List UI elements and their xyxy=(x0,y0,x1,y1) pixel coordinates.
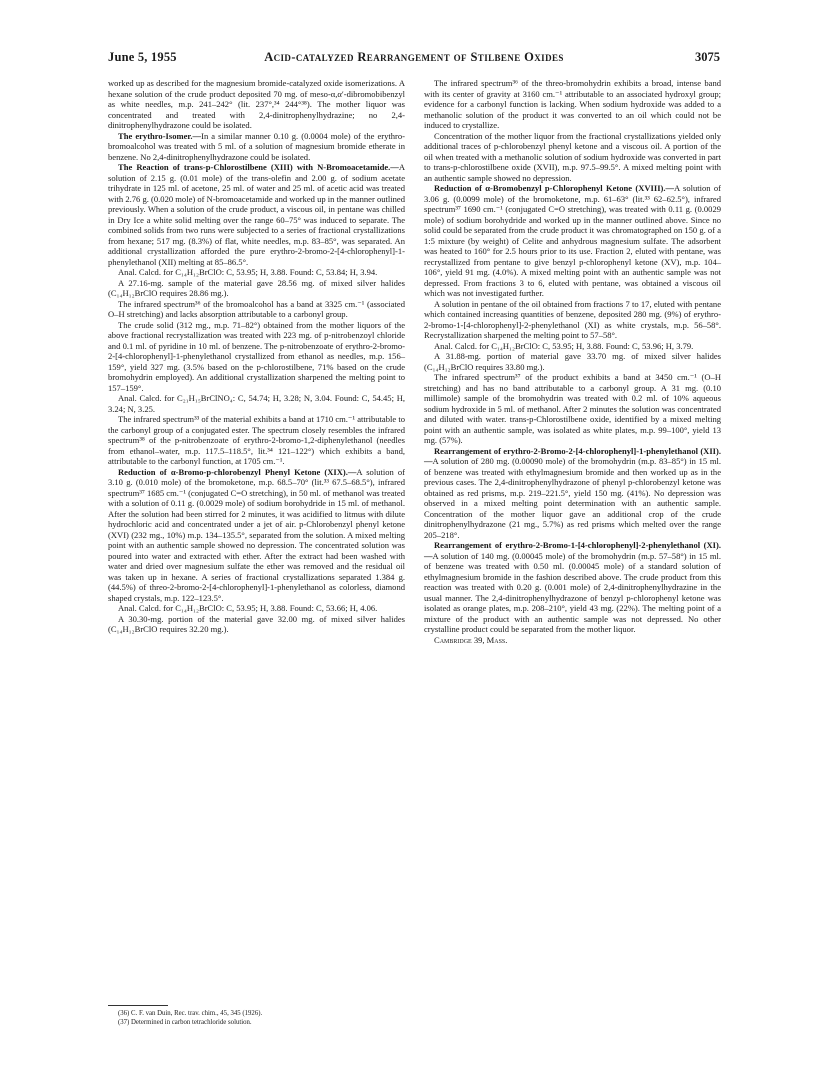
paragraph-text: A solution of 3.10 g. (0.010 mole) of the bromoketone, m.p. 68.5–70° (lit.³³ 67.5–68.5°), infrared spectrum³⁷ 1685 cm.⁻¹ (conjugated C=O stretching), in 50 ml. of methanol was treated with a solution of 0.11 g. (0.0029 mole) of sodium borohydride in 15 ml. of methanol. After the solution had been stirred for 2 minutes, it was acidified to litmus with dilute hydrochloric acid and concentrated under a jet of air. p-Chlorobenzyl phenyl ketone (XVI) (232 mg., 10%) m.p. 134–135.5°, separated from the solution. A mixed melting point with an authentic sample showed no depression. The concentrated solution was poured into water and extracted with ether. After the extract had been washed with water and dried over magnesium sulfate the ether was removed and the residual oil was taken up in hexane. A series of fractional crystallizations separated 1.384 g. (44.5%) of threo-2-bromo-2-[4-chlorophenyl]-1-phenylethanol as colorless, diamond shaped crystals, m.p. 122–123.5°. xyxy=(108,466,406,603)
paragraph-text: A solution of 140 mg. (0.00045 mole) of the bromohydrin (m.p. 57–58°) in 15 ml. of benzene was treated with 0.50 ml. (0.00045 mole) of a standard solution of ethylmagnesium bromide in the fashion described above. The crude product from this reaction was treated with 0.20 g. (0.001 mole) of 2,4-dinitrophenylhydrazine in the usual manner. The 2,4-dinitrophenylhydrazone of benzyl p-chlorophenyl ketone was isolated as orange plates, m.p. 208–210°, yield 43 mg. (22%). The melting point of a mixture of the product with an authentic sample was not depressed. No other crystalline product could be separated from the mother liquor. xyxy=(424,550,721,634)
paragraph-text: A 30.30-mg. portion of the material gave 32.00 mg. of mixed silver halides (C₁₄H₁₂BrClO requires 32.20 mg.). xyxy=(108,613,405,634)
section-heading: Reduction of α-Bromo-p-chlorobenzyl Phenyl Ketone (XIX).— xyxy=(118,466,357,477)
paragraph-text: A 31.88-mg. portion of material gave 33.70 mg. of mixed silver halides (C₁₄H₁₂BrClO requires 33.80 mg.). xyxy=(424,351,721,372)
running-title: Acid-catalyzed Rearrangement of Stilbene Oxides xyxy=(264,50,564,64)
paragraph xyxy=(108,467,405,604)
section-heading: Rearrangement of erythro-2-Bromo-1-[4-chlorophenyl]-2-phenylethanol (XI).— xyxy=(424,540,721,561)
paragraph xyxy=(108,299,405,320)
section-heading: The erythro-Isomer.— xyxy=(118,130,202,141)
paragraph-text: Anal. Calcd. for C₂₁H₁₅BrClNO₄: C, 54.74; H, 3.28; N, 3.04. Found: C, 54.45; H, 3.24; N, 3.25. xyxy=(108,393,405,414)
paragraph-text: Anal. Calcd. for C₁₄H₁₂BrClO: C, 53.95; H, 3.88. Found: C, 53.96; H, 3.79. xyxy=(434,340,694,351)
journal-date: June 5, 1955 xyxy=(108,50,177,64)
paragraph-text: A solution of 280 mg. (0.00090 mole) of the bromohydrin (m.p. 83–85°) in 15 ml. of benzene was treated with ethylmagnesium bromide and then worked up as in the previous cases. The 2,4-dinitrophenylhydrazone of phenyl p-chlorobenzyl ketone was obtained as red prisms, m.p. 219–221.5°, yield 150 mg. (41%). No depression was observed in a mixed melting point determination with an authentic sample. Concentration of the mother liquor gave an additional crop of the crude dinitrophenylhydrazone (21 mg., 5.7%) as red prisms which melted over the range 205–218°. xyxy=(424,456,721,540)
paragraph xyxy=(108,393,405,414)
paragraph xyxy=(108,162,405,267)
paragraph xyxy=(424,78,721,131)
paragraph-text: A solution of 2.15 g. (0.01 mole) of the trans-olefin and 2.00 g. of sodium acetate trihydrate in 125 ml. of acetone, 25 ml. of water and 25 ml. of acetic acid was treated with 2.76 g. (0.020 mole) of N-bromoacetamide and worked up in the manner outlined previously. When a solution of the crude product, a viscous oil, in pentane was chilled in Dry Ice a white solid melting over the range 60–75° was induced to separate. The combined solids from two runs were subjected to a series of fractional crystallizations from hexane; 517 mg. (8.3%) of flat, white needles, m.p. 83–85°, was separated. An additional crystallization afforded the pure erythro-2-bromo-2-[4-chlorophenyl]-1-phenylethanol (XII) melting at 85–86.5°. xyxy=(108,162,405,267)
section-heading: Reduction of α-Bromobenzyl p-Chlorophenyl Ketone (XVIII).— xyxy=(434,183,675,193)
paragraph-text: The infrared spectrum³³ of the material exhibits a band at 1710 cm.⁻¹ attributable to the carbonyl group of a conjugated ester. The spectrum closely resembles the infrared spectrum³⁸ of the p-nitrobenzoate of erythro-2-bromo-1,2-diphenylethanol (needles from ethanol–water, m.p. 117.5–118.5°, lit.³⁴ 121–122°) which exhibits a band, attributable to the carbonyl function, at 1705 cm.⁻¹. xyxy=(108,414,405,466)
paragraph-text: Anal. Calcd. for C₁₄H₁₂BrClO: C, 53.95; H, 3.88. Found: C, 53.84; H, 3.94. xyxy=(118,267,378,277)
signature-location xyxy=(424,635,721,646)
paragraph xyxy=(108,278,405,299)
section-heading: Rearrangement of erythro-2-Bromo-2-[4-chlorophenyl]-1-phenylethanol (XII).— xyxy=(424,445,721,466)
paragraph-text: A solution in pentane of the oil obtained from fractions 7 to 17, eluted with pentane which contained increasing quantities of benzene, deposited 280 mg. (9%) of erythro-2-bromo-1-[4-chlorophenyl]-2-phenylethanol (XI) as white crystals, m.p. 56–58°. Recrystallization sharpened the melting point to 57–58°. xyxy=(424,298,721,340)
paragraph-text: A solution of 3.06 g. (0.0099 mole) of the bromoketone, m.p. 61–63° (lit.³³ 62–62.5°), infrared spectrum³⁷ 1690 cm.⁻¹ (conjugated C=O stretching), was treated with 0.11 g. (0.0029 mole) of sodium borohydride and worked up in the manner outlined above. Since no solid could be separated from the crude product it was chromatographed on 150 g. of a 1:5 mixture (by weight) of Celite and anhydrous magnesium sulfate. The adsorbent was heated to 160° for 2.5 hours prior to its use. Fraction 2, eluted with pentane, was recrystallized from pentane to give benzyl p-chlorophenyl ketone (XV), m.p. 104–106°, yield 91 mg. (4.0%). A mixed melting point with an authentic sample was not depressed. From fractions 3 to 6, eluted with pentane, was obtained a viscous oil which was not investigated further. xyxy=(424,183,721,298)
paragraph-text: worked up as described for the magnesium bromide-catalyzed oxide isomerizations. A hexane solution of the crude product deposited 70 mg. of meso-α,α′-dibromobibenzyl as white needles, m.p. 241–242° (lit. 237°,³⁴ 244°³⁸). The mother liquor was concentrated and treated with 2,4-dinitrophenylhydrazine; no 2,4-dinitrophenylhydrazone could be isolated. xyxy=(108,78,405,130)
paragraph xyxy=(424,131,721,184)
paragraph-text: The infrared spectrum³⁶ of the threo-bromohydrin exhibits a broad, intense band with its center of gravity at 3160 cm.⁻¹ attributable to an associated hydroxyl group; evidence for a carbonyl function is lacking. When sodium hydroxide was added to a methanolic solution of the product it was converted to an oil which could not be induced to crystallize. xyxy=(424,78,721,130)
section-heading: The Reaction of trans-p-Chlorostilbene (XIII) with N-Bromoacetamide.— xyxy=(118,162,399,172)
paragraph xyxy=(108,78,405,131)
right-column xyxy=(424,78,721,645)
paragraph xyxy=(108,603,405,614)
paragraph xyxy=(424,299,721,341)
paragraph xyxy=(108,414,405,467)
paragraph xyxy=(424,372,721,446)
paragraph xyxy=(424,540,721,635)
paragraph-text: Anal. Calcd. for C₁₄H₁₂BrClO: C, 53.95; H, 3.88. Found: C, 53.66; H, 4.06. xyxy=(118,603,378,613)
paragraph-text: The infrared spectrum³⁶ of the bromoalcohol has a band at 3325 cm.⁻¹ (associated O–H stretching) and lacks absorption attributable to a carbonyl group. xyxy=(108,298,405,319)
footnote: (36) C. F. van Duin, Rec. trav. chim., 45, 345 (1926). xyxy=(118,1010,263,1017)
paragraph-text: A 27.16-mg. sample of the material gave 28.56 mg. of mixed silver halides (C₁₄H₁₂BrClO requires 28.86 mg.). xyxy=(108,277,405,298)
footnote-rule xyxy=(108,1005,168,1006)
paragraph-text: Cambridge 39, Mass. xyxy=(434,634,508,645)
footnotes xyxy=(118,1010,405,1028)
paragraph-text: The crude solid (312 mg., m.p. 71–82°) obtained from the mother liquors of the above fractional recrystallization was treated with 223 mg. of p-nitrobenzoyl chloride and 0.1 ml. of pyridine in 10 ml. of benzene. The p-nitrobenzoate of erythro-2-bromo-2-[4-chlorophenyl]-1-phenylethanol crystallized from ethanol as needles, m.p. 156–159°, yield 327 mg. (3.5% based on the p-chlorostilbene, 71% based on the crude bromohydrin employed). An additional crystallization sharpened the melting point to 157–159°. xyxy=(108,319,405,393)
paragraph-text: The infrared spectrum³⁷ of the product exhibits a band at 3450 cm.⁻¹ (O–H stretching) and has no band attributable to a carbonyl group. A 31 mg. (0.10 millimole) sample of the bromohydrin was treated with 0.2 ml. of 10% aqueous sodium hydroxide in 5 ml. of methanol. After 2 minutes the solution was concentrated and diluted with water. trans-p-Chlorostilbene oxide, identified by a mixed melting point with an authentic sample, was isolated as white plates, m.p. 99–100°, yield 13 mg. (57%). xyxy=(424,372,721,445)
paragraph-text: Concentration of the mother liquor from the fractional crystallizations yielded only additional traces of p-chlorobenzyl phenyl ketone and a viscous oil. A portion of the oil when treated with a methanolic solution of sodium hydroxide was converted in part to trans-p-chlorostilbene oxide (XVII), m.p. 97.5–99.5°. A mixed melting point with an authentic sample showed no depression. xyxy=(424,130,721,183)
paragraph xyxy=(108,614,405,635)
paragraph xyxy=(108,131,405,163)
paragraph xyxy=(424,183,721,299)
page-header xyxy=(108,50,720,66)
footnote: (37) Determined in carbon tetrachloride solution. xyxy=(118,1018,252,1026)
paragraph xyxy=(108,320,405,394)
page-number: 3075 xyxy=(695,50,720,64)
paragraph xyxy=(108,267,405,278)
paragraph xyxy=(424,351,721,372)
paragraph xyxy=(424,341,721,352)
paragraph-text: In a similar manner 0.10 g. (0.0004 mole) of the erythro-bromoalcohol was treated with 5 ml. of a solution of magnesium bromide etherate in benzene. No 2,4-dinitrophenylhydrazone could be isolated. xyxy=(108,130,405,162)
left-column xyxy=(108,78,405,635)
paragraph xyxy=(424,446,721,541)
